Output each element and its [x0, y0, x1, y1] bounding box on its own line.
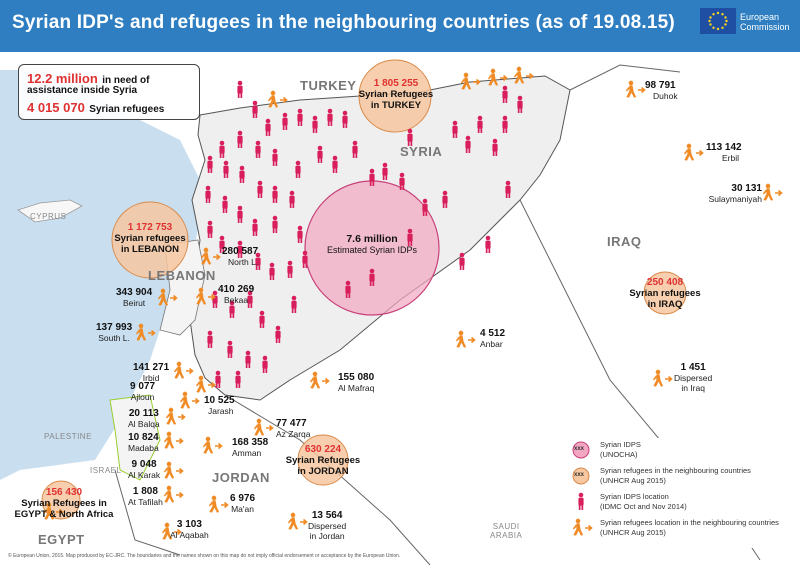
iraq-refugee-line1: Syrian refugees [629, 288, 701, 299]
location-name: Irbid [142, 373, 160, 383]
location-sulaymaniyah [706, 183, 762, 204]
location-name: Sulaymaniyah [708, 194, 762, 204]
egypt-refugee-line1: Syrian Refugees in [21, 498, 107, 509]
saudi-line-1: SAUDI [492, 522, 520, 531]
legend-line: Syrian refugees location in the neighbouring countries [600, 518, 779, 527]
legend-line: (UNHCR Aug 2015) [600, 528, 666, 537]
page-title: Syrian IDP's and refugees in the neighbouring countries (as of 19.08.15) [12, 12, 675, 33]
need-value: 12.2 million [27, 71, 98, 86]
location-value: 3 103 [176, 519, 202, 530]
location-value: 168 358 [232, 437, 269, 448]
legend-item-refugee-location [600, 518, 779, 538]
location-value: 10 525 [204, 395, 235, 406]
lebanon-refugee-line2: in LEBANON [120, 244, 180, 255]
location-value: 410 269 [218, 284, 255, 295]
location-value: 6 976 [230, 493, 256, 504]
location-name: Ma'an [231, 504, 254, 514]
turkey-refugee-line2: in TURKEY [370, 100, 422, 111]
jordan-refugee-line1: Syrian Refugees [285, 455, 361, 466]
refugees-value: 4 015 070 [27, 100, 85, 115]
legend-line: Syrian refugees in the neighbouring countries [600, 466, 751, 475]
location-name: Dispersed [674, 373, 713, 383]
location-bekaa [218, 284, 254, 305]
legend-line: Syrian IDPS [600, 440, 641, 449]
location-at-tafilah [128, 486, 163, 507]
country-label-palestine: PALESTINE [44, 432, 92, 441]
egypt-refugee-value: 156 430 [45, 487, 83, 498]
logo-line-1: European [740, 12, 780, 22]
location-maan [230, 493, 255, 514]
location-name: North L. [228, 257, 259, 267]
location-south-lebanon [96, 322, 132, 343]
jordan-circle-label [273, 444, 373, 477]
legend-refugee-person-icon [573, 519, 592, 536]
location-value: 343 904 [116, 287, 153, 298]
location-al-balqa [128, 408, 160, 429]
legend-symbol-text: xxx [574, 472, 585, 478]
summary-box [18, 64, 200, 120]
footer-disclaimer: © European Union, 2015. Map produced by EC-JRC. The boundaries and the names shown on this map do not imply official endorsement or acceptance by the European Union. [8, 553, 401, 559]
location-value: 4 512 [480, 328, 506, 339]
location-name: Beirut [122, 298, 146, 308]
location-name: Anbar [480, 339, 503, 349]
eu-flag-icon [700, 8, 736, 34]
location-irbid [133, 362, 169, 383]
location-value: 30 131 [731, 183, 762, 194]
legend-idp-person-icon [578, 493, 583, 510]
location-beirut [116, 287, 152, 308]
iraq-circle-label [615, 277, 715, 310]
lebanon-refugee-line1: Syrian refugees [114, 233, 186, 244]
location-name: South L. [98, 333, 130, 343]
country-label-syria: SYRIA [400, 144, 443, 159]
country-label-saudi [490, 522, 522, 540]
location-name: Amman [232, 448, 262, 458]
location-anbar [480, 328, 505, 349]
location-value: 9 048 [131, 459, 157, 470]
lebanon-refugee-value: 1 172 753 [127, 222, 173, 233]
location-name: Al Balqa [128, 419, 160, 429]
location-erbil [706, 142, 742, 163]
syria-idp-line1: Estimated Syrian IDPs [326, 245, 418, 255]
location-north-lebanon [222, 246, 258, 267]
location-value: 1 451 [680, 362, 706, 373]
country-label-iraq: IRAQ [607, 234, 642, 249]
location-value: 9 077 [130, 381, 156, 392]
location-name-2: in Jordan [309, 531, 345, 541]
location-value: 10 824 [128, 432, 159, 443]
location-name: Az Zarqa [276, 429, 311, 439]
header-bar [0, 0, 800, 52]
turkey-circle-label [358, 78, 434, 111]
lebanon-circle-label [100, 222, 200, 255]
location-value: 280 587 [222, 246, 259, 257]
location-name: Al Aqabah [170, 530, 209, 540]
location-value: 155 080 [338, 372, 375, 383]
legend-line: Syrian IDPS location [600, 492, 669, 501]
location-name: Ajloun [130, 392, 155, 402]
iraq-refugee-line2: in IRAQ [647, 299, 683, 310]
legend-line: (UNHCR Aug 2015) [600, 476, 666, 485]
location-name: Madaba [128, 443, 159, 453]
location-madaba [128, 432, 159, 453]
refugees-text: Syrian refugees [89, 104, 165, 115]
location-ajloun [130, 381, 155, 402]
location-name: At Tafilah [128, 497, 163, 507]
location-name: Bekaa [224, 295, 249, 305]
saudi-line-2: ARABIA [490, 531, 523, 540]
location-value: 77 477 [276, 418, 307, 429]
need-text-1: in need of [102, 75, 150, 86]
location-value: 141 271 [133, 362, 170, 373]
location-value: 113 142 [706, 142, 742, 153]
turkey-refugee-line1: Syrian Refugees [358, 89, 434, 100]
need-text-2: assistance inside Syria [27, 85, 138, 96]
location-value: 98 791 [645, 80, 676, 91]
legend-item-refugees [600, 466, 751, 486]
country-label-israel: ISRAEL [90, 466, 122, 475]
egypt-refugee-line2: EGYPT & North Africa [14, 509, 114, 520]
location-value: 20 113 [128, 408, 159, 419]
location-dispersed-jordan [308, 510, 346, 541]
location-value: 1 808 [132, 486, 158, 497]
turkey-refugee-value: 1 805 255 [373, 78, 419, 89]
country-label-turkey: TURKEY [300, 78, 357, 93]
country-label-egypt: EGYPT [38, 532, 85, 547]
syria-idp-value: 7.6 million [346, 233, 398, 245]
eu-logo-text [740, 12, 790, 32]
legend-item-idp-location [600, 492, 687, 512]
location-jarash [204, 395, 235, 416]
egypt-circle-label [8, 487, 120, 520]
country-label-jordan: JORDAN [212, 470, 270, 485]
location-name: Erbil [722, 153, 740, 163]
legend-item-idp [600, 440, 641, 460]
syria-idp-label [312, 233, 432, 255]
jordan-refugee-value: 630 224 [304, 444, 342, 455]
location-dispersed-iraq [674, 362, 712, 393]
location-duhok [645, 80, 678, 101]
legend-line: (IDMC Oct and Nov 2014) [600, 502, 687, 511]
country-label-lebanon: LEBANON [148, 268, 216, 283]
location-az-zarqa [276, 418, 311, 439]
location-name: Al Karak [128, 470, 161, 480]
location-al-aqabah [170, 519, 209, 540]
iraq-refugee-value: 250 408 [646, 277, 684, 288]
legend-line: (UNOCHA) [600, 450, 638, 459]
country-label-cyprus: CYPRUS [30, 212, 67, 221]
location-name: Al Mafraq [338, 383, 375, 393]
legend-symbol-text: xxx [574, 446, 585, 452]
location-al-mafraq [338, 372, 374, 393]
location-name: Dispersed [308, 521, 347, 531]
legend-symbols [566, 438, 596, 548]
location-value: 137 993 [96, 322, 133, 333]
logo-line-2: Commission [740, 22, 790, 32]
location-amman [232, 437, 268, 458]
location-value: 13 564 [311, 510, 343, 521]
location-al-karak [128, 459, 160, 480]
location-name: Jarash [208, 406, 234, 416]
location-name-2: in Iraq [681, 383, 705, 393]
location-name: Duhok [653, 91, 678, 101]
jordan-refugee-line2: in JORDAN [297, 466, 349, 477]
map-legend [566, 438, 796, 548]
